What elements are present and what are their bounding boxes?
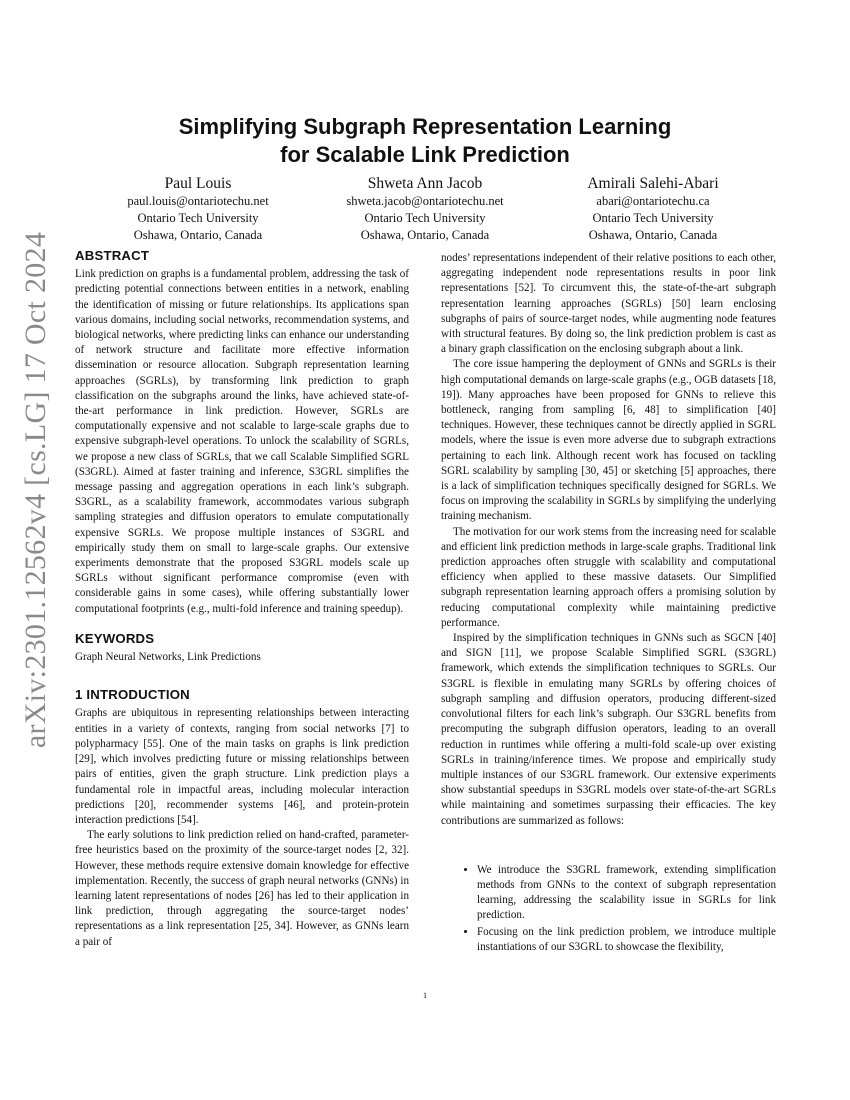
intro-paragraph-5: The motivation for our work stems from the increasing need for scalable and efficient link prediction methods in large-scale graphs. Traditional link prediction approaches often struggle with scalability and computational efficiency when applied to these massive datasets. Our Simplified subgraph representation learning approach offers a promising solution by reducing computational complexity while maintaining predictive performance.: [441, 525, 776, 629]
title-line-2: for Scalable Link Prediction: [280, 142, 570, 167]
arxiv-stamp-text: arXiv:2301.12562v4 [cs.LG] 17 Oct 2024: [19, 231, 52, 749]
paper-title: [0, 113, 850, 169]
author-affiliation: Ontario Tech University: [364, 211, 486, 225]
author-name: Amirali Salehi-Abari: [587, 175, 719, 192]
author-name: Shweta Ann Jacob: [367, 175, 483, 192]
intro-paragraph-2: The early solutions to link prediction relied on hand-crafted, parameter-free heuristics based on the proximity of the source-target nodes [2, 32]. However, these methods require extensive domain knowledge for effective implementation. Recently, the success of graph neural networks (GNNs) in learning latent representations of nodes [26] has led to their application in link prediction, through aggregating the source-target nodes’ representations as a link representation [25, 34]. However, as GNNs learn a pair of: [75, 829, 409, 948]
intro-paragraph-1: Graphs are ubiquitous in representing relationships between interacting entities in a variety of contexts, ranging from social networks [7] to polypharmacy [55]. One of the main tasks on graphs is link prediction [29], which involves predicting future or missing relationships between pairs of entities, given the graph structure. Link prediction plays a fundamental role in impactful areas, including molecular interaction predictions [20], recommender systems [46], and protein-protein interaction predictions [54].: [75, 707, 409, 826]
author-location: Oshawa, Ontario, Canada: [360, 228, 490, 242]
author-email: paul.louis@ontariotechu.net: [127, 194, 269, 208]
abstract-heading: ABSTRACT: [75, 248, 150, 263]
author-3: [553, 174, 753, 244]
page-number: 1: [423, 991, 427, 1000]
author-email: shweta.jacob@ontariotechu.net: [346, 194, 504, 208]
intro-paragraph-3: nodes’ representations independent of their relative positions to each other, aggregating independent node representations results in poor link representations [52]. To circumvent this, the state-of-the-art subgraph representation learning approaches (SGRLs) [50] learn enclosing subgraphs of pairs of source-target nodes, while augmenting node features with structural features. By doing so, the link prediction problem is cast as a binary graph classification on the enclosing subgraph about a link.: [441, 252, 776, 356]
introduction-heading: 1 INTRODUCTION: [75, 687, 190, 703]
arxiv-stamp: [16, 231, 56, 749]
title-line-1: Simplifying Subgraph Representation Learning: [178, 114, 672, 139]
author-affiliation: Ontario Tech University: [592, 211, 714, 225]
author-1: [98, 174, 298, 244]
author-location: Oshawa, Ontario, Canada: [588, 228, 718, 242]
keywords-heading: KEYWORDS: [75, 630, 155, 646]
keywords-text: Graph Neural Networks, Link Predictions: [75, 651, 261, 664]
intro-paragraph-4: The core issue hampering the deployment of GNNs and SGRLs is their high computational demands on large-scale graphs (e.g., OGB datasets [18, 19]). Many approaches have been proposed for GNNs to relieve this bottleneck, ranging from sampling [6, 48] to simplification [40] techniques. However, these techniques cannot be directly applied in SGRL models, where the issue is even more adverse due to subgraph extractions pertaining to each link. Although recent work has focused on tackling SGRL scalability by sampling [30, 45] or sketching [5] approaches, there is a lack of simplification techniques specifically designed for SGRLs. We focus on improving the scalability in SGRLs by simplifying the underlying training mechanism.: [441, 358, 776, 523]
author-email: abari@ontariotechu.ca: [596, 194, 710, 208]
intro-paragraph-6: Inspired by the simplification techniques in GNNs such as SGCN [40] and SIGN [11], we propose Scalable Simplified SGRL (S3GRL) framework, which extends the simplification techniques to SGRLs. Our S3GRL is flexible in emulating many SGRLs by offering choices of subgraph sampling and diffusion operators, producing different-sized convolutional filters for each link’s subgraph. Our S3GRL benefits from precomputing the subgraph diffusion operators, leading to an overall reduction in runtimes while offering a multi-fold scale-up over existing SGRLs in training/inference times. We propose and empirically study multiple instances of our S3GRL framework. Our extensive experiments show substantial speedups in S3GRL models over state-of-the-art SGRLs while maintaining and sometimes surpassing their efficacies. The key contributions are summarized as follows:: [441, 632, 776, 827]
author-2: [315, 174, 535, 244]
author-name: Paul Louis: [164, 175, 232, 192]
list-item: • We introduce the S3GRL framework, extending simplification methods from GNNs to the context of subgraph representation learning, addressing the scalability issue in SGRLs for link prediction.: [477, 863, 776, 924]
right-column: [441, 251, 776, 956]
author-location: Oshawa, Ontario, Canada: [133, 228, 263, 242]
author-affiliation: Ontario Tech University: [137, 211, 259, 225]
abstract-text: Link prediction on graphs is a fundamental problem, addressing the task of predicting potential connections between entities in a network, enabling the identification of missing or future relationships. Its applications span various domains, including social networks, recommendation systems, and biological networks, where predicting links can enhance our understanding of network structure and facilitate more effective information dissemination or resource allocation. Subgraph representation learning approaches (SGRLs), by transforming link prediction to graph classification on the subgraphs around the links, have achieved state-of-the-art performance in link prediction. However, SGRLs are computationally expensive and not scalable to large-scale graphs due to expensive subgraph-level operations. To unlock the scalability of SGRLs, we propose a new class of SGRLs, that we call Scalable Simplified SGRL (S3GRL). Aimed at faster training and inference, S3GRL simplifies the message passing and aggregation operations in each link’s subgraph. S3GRL, as a scalability framework, accommodates various subgraph sampling strategies and diffusion operators to emulate computationally expensive SGRLs. We propose multiple instances of S3GRL and empirically study them on small to large-scale graphs. Our extensive experiments demonstrate that the proposed S3GRL models scale up SGRLs without significant performance compromise (even with considerable gains in some cases), while offering substantially lower computational footprints (e.g., multi-fold inference and training speedup).: [75, 268, 409, 615]
list-item: • Focusing on the link prediction problem, we introduce multiple instantiations of our S3GRL to showcase the flexibility,: [477, 925, 776, 955]
left-column: [75, 248, 409, 950]
contributions-list: [441, 863, 776, 955]
